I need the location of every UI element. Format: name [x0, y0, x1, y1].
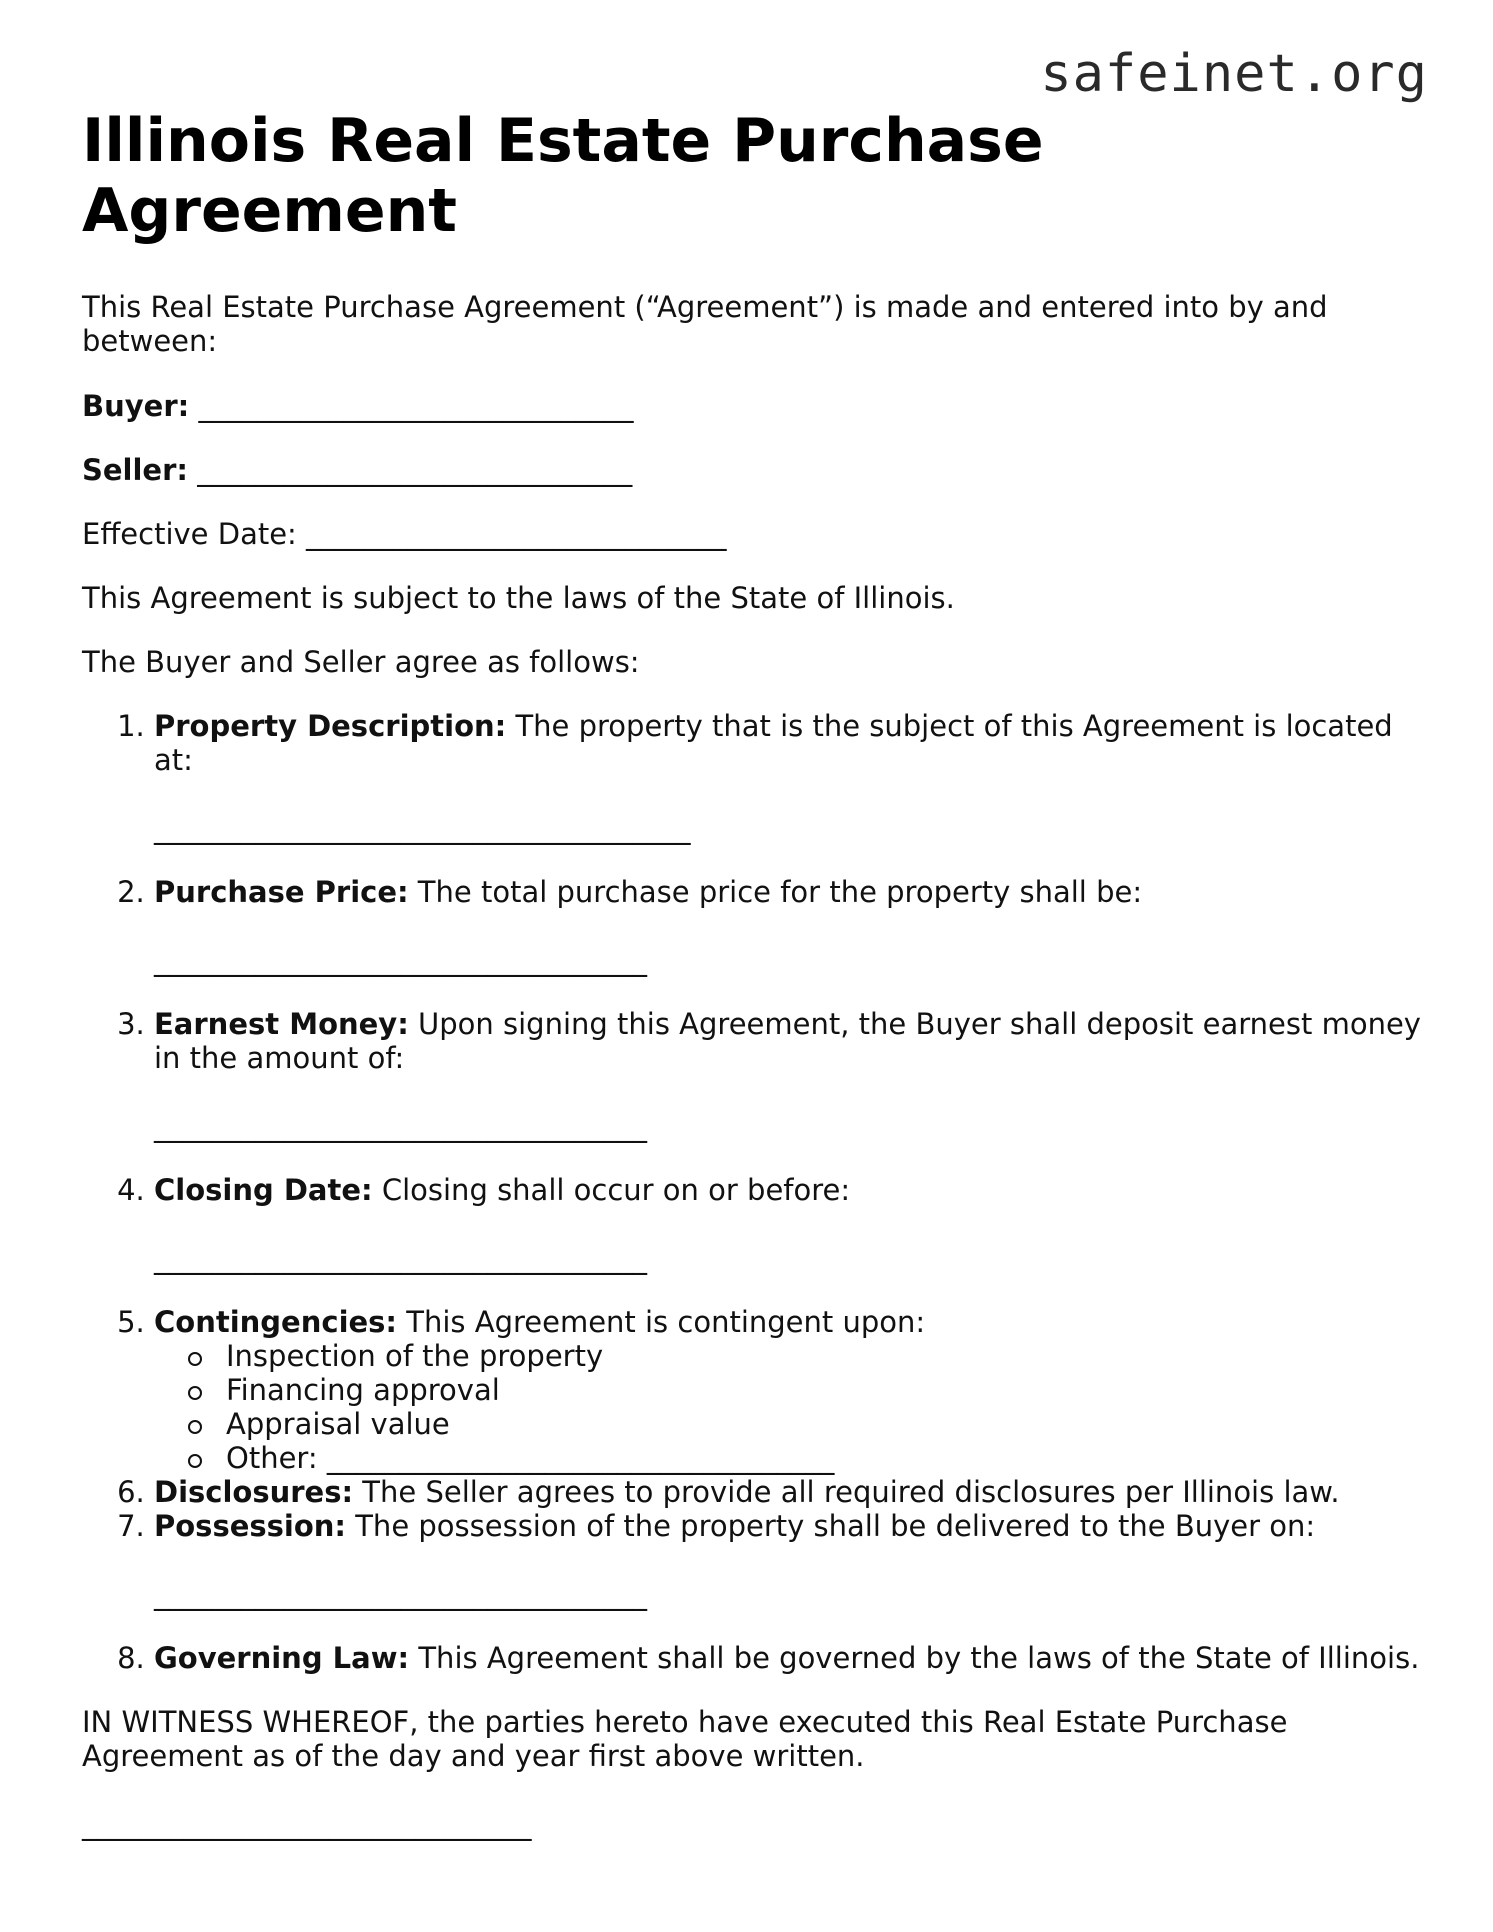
signature-blank[interactable]: _______________________________ — [82, 1807, 532, 1841]
watermark-text: safeinet.org — [1040, 44, 1428, 104]
clause-text: The property that is the subject of this Agreement is located at: — [154, 709, 1393, 777]
clause-closing-date — [154, 1173, 1422, 1275]
clause-heading: Disclosures: — [154, 1475, 354, 1509]
clause-text: Upon signing this Agreement, the Buyer shall deposit earnest money in the amount of: — [154, 1007, 1421, 1075]
effective-date-label: Effective Date: — [82, 517, 297, 551]
contingency-list — [154, 1339, 1422, 1475]
agree-statement: The Buyer and Seller agree as follows: — [82, 645, 640, 679]
clause-heading: Closing Date: — [154, 1173, 373, 1207]
clause-list — [82, 709, 1422, 1675]
contingency-item: Financing approval — [226, 1373, 1422, 1407]
clause-possession — [154, 1509, 1422, 1611]
clause-contingencies — [154, 1305, 1422, 1475]
witness-paragraph: IN WITNESS WHEREOF, the parties hereto have executed this Real Estate Purchase Agreement as of the day and year first above written. — [82, 1705, 1288, 1773]
contingency-item: Appraisal value — [226, 1407, 1422, 1441]
buyer-blank[interactable]: ______________________________ — [198, 389, 634, 423]
document-title: Illinois Real Estate Purchase Agreement — [82, 106, 1044, 246]
contingency-item-other[interactable]: Other: ___________________________________ — [226, 1441, 1422, 1475]
clause-heading: Earnest Money: — [154, 1007, 409, 1041]
clause-heading: Governing Law: — [154, 1641, 410, 1675]
intro-paragraph: This Real Estate Purchase Agreement (“Agreement”) is made and entered into by and between: — [82, 290, 1328, 358]
closing-date-blank[interactable]: __________________________________ — [154, 1241, 647, 1275]
clause-text: This Agreement is contingent upon: — [397, 1305, 926, 1339]
clause-purchase-price — [154, 875, 1422, 977]
clause-text: The Seller agrees to provide all required disclosures per Illinois law. — [353, 1475, 1340, 1509]
clause-text: This Agreement shall be governed by the laws of the State of Illinois. — [409, 1641, 1420, 1675]
earnest-money-blank[interactable]: __________________________________ — [154, 1109, 647, 1143]
clause-governing-law — [154, 1641, 1422, 1675]
clause-text: The total purchase price for the property shall be: — [408, 875, 1143, 909]
clause-heading: Purchase Price: — [154, 875, 409, 909]
clause-heading: Possession: — [154, 1509, 346, 1543]
seller-blank[interactable]: ______________________________ — [197, 453, 633, 487]
clause-heading: Property Description: — [154, 709, 507, 743]
document-page — [82, 106, 1422, 1841]
clause-property-description — [154, 709, 1422, 845]
clause-text: The possession of the property shall be delivered to the Buyer on: — [346, 1509, 1316, 1543]
clause-earnest-money — [154, 1007, 1422, 1143]
contingency-item: Inspection of the property — [226, 1339, 1422, 1373]
law-statement: This Agreement is subject to the laws of the State of Illinois. — [82, 581, 955, 615]
property-address-blank[interactable]: _____________________________________ — [154, 811, 691, 845]
effective-date-line — [82, 517, 1422, 551]
effective-date-blank[interactable]: _____________________________ — [306, 517, 727, 551]
clause-disclosures — [154, 1475, 1422, 1509]
clause-heading: Contingencies: — [154, 1305, 398, 1339]
buyer-line — [82, 389, 1422, 423]
clause-text: Closing shall occur on or before: — [372, 1173, 851, 1207]
possession-date-blank[interactable]: __________________________________ — [154, 1577, 647, 1611]
seller-line — [82, 453, 1422, 487]
purchase-price-blank[interactable]: __________________________________ — [154, 943, 647, 977]
seller-label: Seller: — [82, 453, 189, 487]
buyer-label: Buyer: — [82, 389, 190, 423]
